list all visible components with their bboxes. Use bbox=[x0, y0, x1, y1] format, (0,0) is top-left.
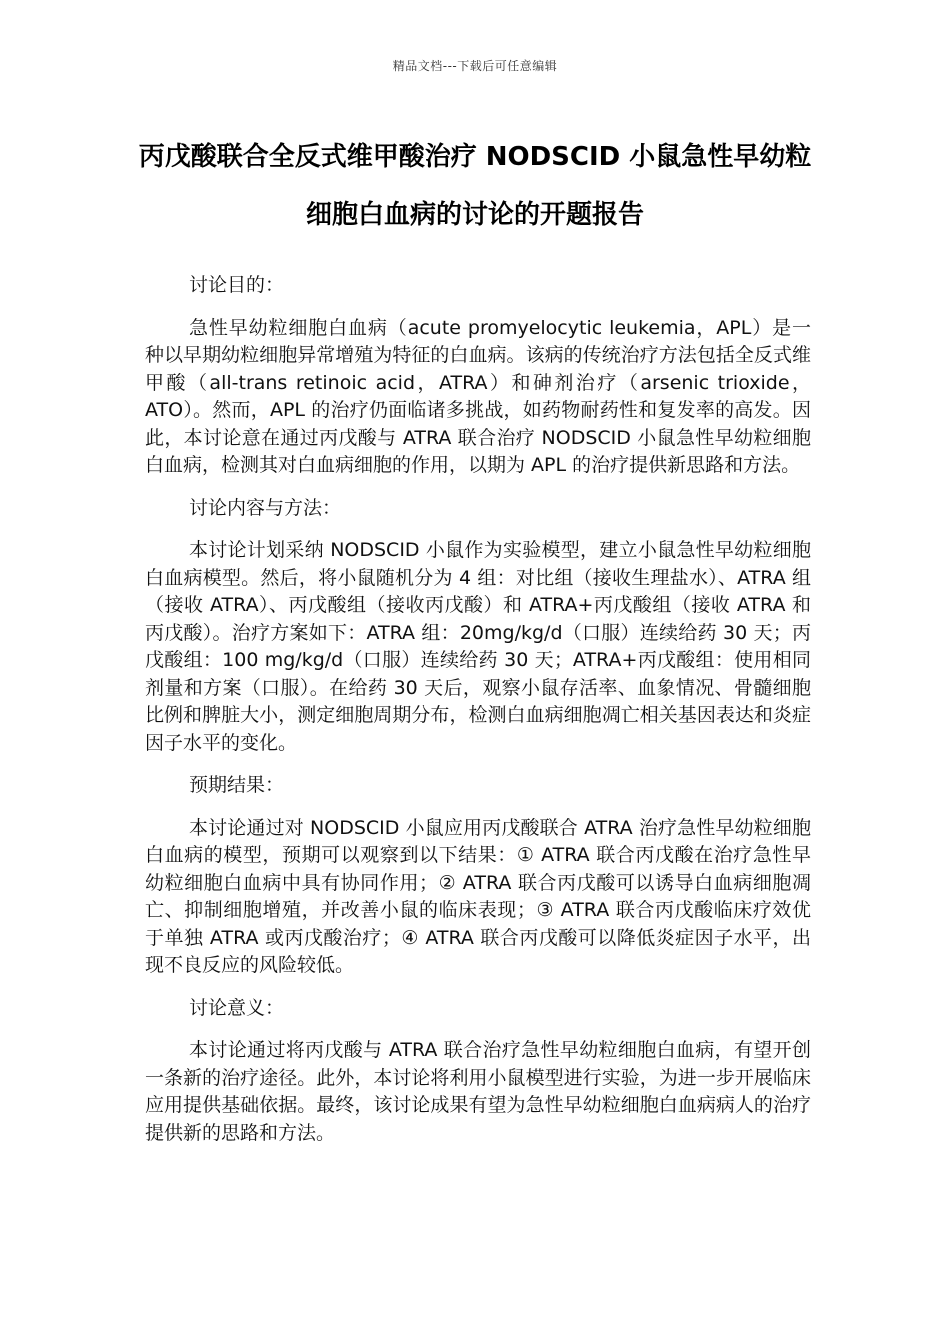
header-note: 精品文档---下载后可任意编辑 bbox=[392, 59, 558, 73]
section-heading-purpose: 讨论目的： bbox=[189, 274, 285, 296]
section-body-methods: 本讨论计划采纳 NODSCID 小鼠作为实验模型，建立小鼠急性早幼粒细胞白血病模型。然后，将小鼠随机分为 4 组：对比组（接收生理盐水）、ATRA 组（接收 ATRA）、丙戊酸组（接收丙戊酸）和 ATRA+丙戊酸组（接收 ATRA 和丙戊酸）。治疗方案如下：ATRA 组：20mg/kg/d（口服）连续给药 30 天；丙戊酸组：100 mg/kg/d（口服）连续给药 30 天；ATRA+丙戊酸组：使用相同剂量和方案（口服）。在给药 30 天后，观察小鼠存活率、血象情况、骨髓细胞比例和脾脏大小，测定细胞周期分布，检测白血病细胞凋亡相关基因表达和炎症因子水平的变化。 bbox=[145, 539, 811, 754]
section-heading-significance: 讨论意义： bbox=[189, 996, 285, 1019]
document-body bbox=[145, 272, 811, 1162]
section-body-significance: 本讨论通过将丙戊酸与 ATRA 联合治疗急性早幼粒细胞白血病，有望开创一条新的治疗途径。此外，本讨论将利用小鼠模型进行实验，为进一步开展临床应用提供基础依据。最终，该讨论成果有望为急性早幼粒细胞白血病病人的治疗提供新的思路和方法。 bbox=[145, 1039, 811, 1144]
section-heading-methods: 讨论内容与方法： bbox=[189, 496, 342, 519]
section-body-expected-results: 本讨论通过对 NODSCID 小鼠应用丙戊酸联合 ATRA 治疗急性早幼粒细胞白血病的模型，预期可以观察到以下结果：① ATRA 联合丙戊酸在治疗急性早幼粒细胞白血病中具有协同作用；② ATRA 联合丙戊酸可以诱导白血病细胞凋亡、抑制细胞增殖，并改善小鼠的临床表现；③ ATRA 联合丙戊酸临床疗效优于单独 ATRA 或丙戊酸治疗；④ ATRA 联合丙戊酸可以降低炎症因子水平，出现不良反应的风险较低。 bbox=[145, 816, 811, 976]
document-title: 丙戊酸联合全反式维甲酸治疗 NODSCID 小鼠急性早幼粒细胞白血病的讨论的开题报告 bbox=[138, 142, 812, 230]
section-body-purpose: 急性早幼粒细胞白血病（acute promyelocytic leukemia，APL）是一种以早期幼粒细胞异常增殖为特征的白血病。该病的传统治疗方法包括全反式维甲酸（all-trans retinoic acid，ATRA）和砷剂治疗（arsenic trioxide，ATO）。然而，APL 的治疗仍面临诸多挑战，如药物耐药性和复发率的高发。因此，本讨论意在通过丙戊酸与 ATRA 联合治疗 NODSCID 小鼠急性早幼粒细胞白血病，检测其对白血病细胞的作用，以期为 APL 的治疗提供新思路和方法。 bbox=[145, 316, 811, 476]
section-heading-expected-results: 预期结果： bbox=[189, 774, 285, 796]
